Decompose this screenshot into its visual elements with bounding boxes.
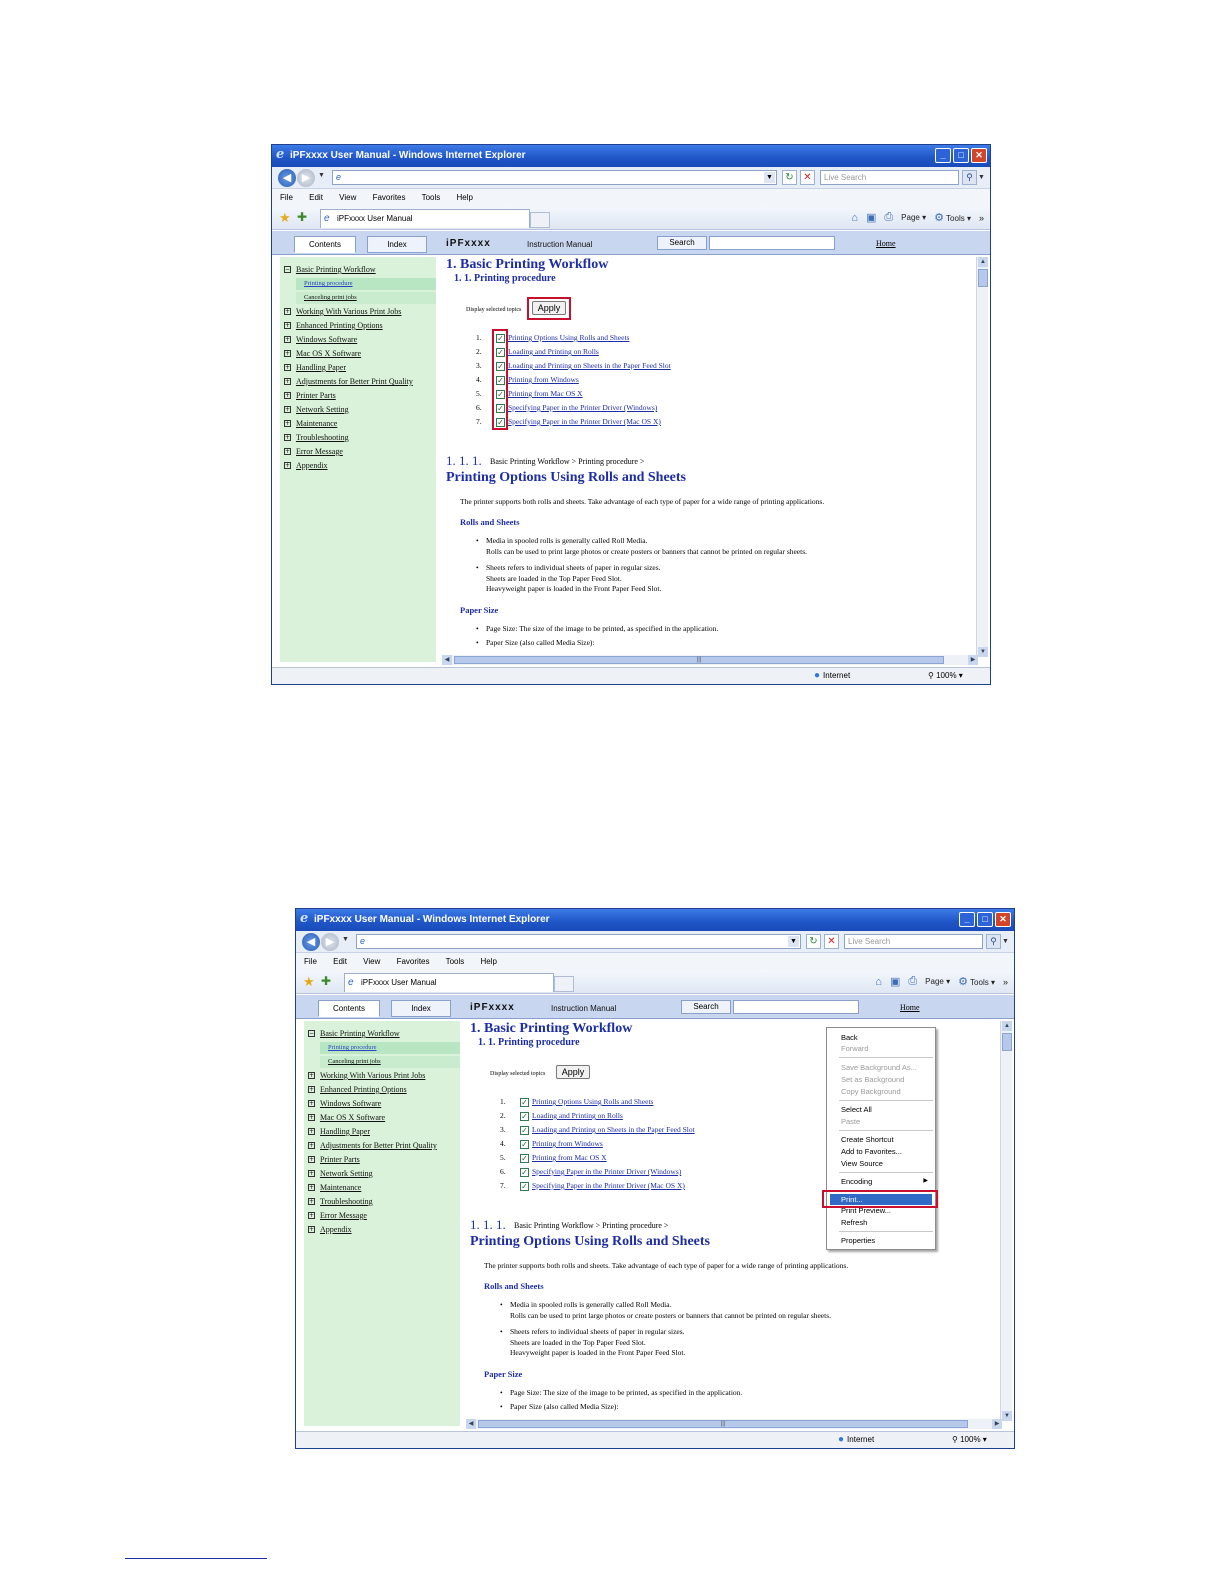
tab-page-icon: e bbox=[324, 213, 330, 224]
menu-favorites[interactable]: Favorites bbox=[396, 957, 430, 966]
collapse-icon: − bbox=[309, 1030, 315, 1037]
page-menu[interactable]: Page ▾ bbox=[901, 213, 927, 222]
back-button[interactable]: ◀ bbox=[278, 169, 296, 187]
chevron-more-icon[interactable]: » bbox=[1002, 976, 1008, 987]
sidebar bbox=[280, 257, 436, 662]
close-button[interactable]: ✕ bbox=[995, 912, 1011, 927]
status-bar bbox=[296, 1431, 1014, 1448]
address-bar bbox=[296, 931, 1014, 953]
topic-item-6: 6. ✓ Specifying Paper in the Printer Driver (Windows) bbox=[500, 1167, 682, 1177]
intro-paragraph: The printer supports both rolls and sheets. Take advantage of each type of paper for a wide range of printing applications. bbox=[460, 497, 825, 506]
sidebar-item-network[interactable]: + Network Setting bbox=[285, 405, 349, 414]
zoom-level[interactable]: ⚲ 100% ▾ bbox=[928, 671, 963, 680]
section-heading: 1. 1. Printing procedure bbox=[478, 1037, 580, 1048]
menu-file[interactable]: File bbox=[280, 193, 293, 202]
topic-item-1: 1. ✓ Printing Options Using Rolls and Sheets bbox=[476, 333, 630, 343]
sidebar-item-various-jobs[interactable]: + Working With Various Print Jobs bbox=[285, 307, 402, 316]
sidebar-item-windows-software[interactable]: + Windows Software bbox=[309, 1099, 382, 1108]
scroll-right-icon[interactable]: ▶ bbox=[992, 1419, 1002, 1429]
menu-item-view-source[interactable]: View Source bbox=[841, 1159, 883, 1168]
menu-item-set-background[interactable]: Set as Background bbox=[841, 1075, 905, 1084]
feeds-icon[interactable]: ▣ bbox=[889, 976, 901, 988]
context-menu bbox=[826, 1027, 936, 1250]
favorites-star-icon[interactable]: ★ bbox=[279, 210, 291, 225]
sidebar-item-handling-paper[interactable]: + Handling Paper bbox=[309, 1127, 370, 1136]
list-item: • Sheets refers to individual sheets of paper in regular sizes. Sheets are loaded in the Top Paper Feed Slot. Heavyweight paper is loaded in the Front Paper Feed Slot. bbox=[476, 563, 662, 593]
sidebar-item-error-message[interactable]: + Error Message bbox=[285, 447, 343, 456]
forward-button[interactable]: ▶ bbox=[321, 933, 339, 951]
favorites-bar bbox=[296, 970, 1014, 994]
home-link[interactable]: Home bbox=[900, 1003, 920, 1012]
chevron-more-icon[interactable]: » bbox=[978, 212, 984, 223]
paper-size-heading: Paper Size bbox=[484, 1369, 523, 1379]
expand-icon: + bbox=[309, 1226, 315, 1233]
refresh-button[interactable]: ↻ bbox=[806, 934, 821, 949]
stop-button[interactable]: ✕ bbox=[824, 934, 839, 949]
command-bar bbox=[875, 975, 1008, 988]
section-title: Printing Options Using Rolls and Sheets bbox=[446, 470, 686, 485]
sidebar-item-enhanced[interactable]: + Enhanced Printing Options bbox=[285, 321, 383, 330]
tab-index[interactable]: Index bbox=[391, 1000, 451, 1017]
scroll-up-icon[interactable]: ▲ bbox=[1002, 1021, 1012, 1031]
section-number: 1. 1. 1. bbox=[446, 453, 482, 468]
browser-tab[interactable] bbox=[344, 973, 554, 992]
scroll-left-icon[interactable]: ◀ bbox=[466, 1419, 476, 1429]
security-zone: ● Internet bbox=[814, 670, 851, 681]
topic-link[interactable]: Printing Options Using Rolls and Sheets bbox=[508, 333, 630, 342]
tools-menu-label: Tools bbox=[970, 978, 989, 987]
back-button[interactable]: ◀ bbox=[302, 933, 320, 951]
expand-icon: + bbox=[309, 1184, 315, 1191]
topic-link[interactable]: Printing Options Using Rolls and Sheets bbox=[532, 1097, 654, 1106]
footnote-rule bbox=[125, 1558, 267, 1559]
title-bar bbox=[272, 145, 990, 167]
topic-link[interactable]: Printing from Mac OS X bbox=[532, 1153, 607, 1162]
tab-index[interactable]: Index bbox=[367, 236, 427, 253]
scroll-thumb[interactable] bbox=[978, 269, 988, 287]
topic-checkbox[interactable]: ✓ bbox=[521, 1126, 528, 1135]
checkbox-highlight bbox=[492, 329, 508, 430]
search-options-icon[interactable]: ▼ bbox=[978, 174, 985, 181]
sidebar-item-troubleshooting[interactable]: + Troubleshooting bbox=[309, 1197, 373, 1206]
menu-divider bbox=[839, 1231, 933, 1232]
manual-search-input[interactable] bbox=[709, 236, 835, 250]
tab-contents[interactable]: Contents bbox=[318, 1000, 380, 1017]
menu-divider bbox=[839, 1100, 933, 1101]
expand-icon: + bbox=[309, 1128, 315, 1135]
manual-toolbar bbox=[272, 231, 990, 255]
expand-icon: + bbox=[285, 364, 291, 371]
expand-icon: + bbox=[285, 448, 291, 455]
menu-item-add-favorites[interactable]: Add to Favorites... bbox=[841, 1147, 902, 1156]
expand-icon: + bbox=[285, 378, 291, 385]
sidebar-subitem-canceling[interactable]: Canceling print jobs bbox=[320, 1056, 460, 1068]
gear-icon: ⚙ bbox=[934, 212, 944, 224]
menu-item-refresh[interactable]: Refresh bbox=[841, 1218, 868, 1227]
menu-item-paste[interactable]: Paste bbox=[841, 1117, 861, 1126]
topic-item-5: 5. ✓ Printing from Mac OS X bbox=[476, 389, 583, 399]
url-input[interactable] bbox=[356, 934, 801, 949]
sidebar-item-various-jobs[interactable]: + Working With Various Print Jobs bbox=[309, 1071, 426, 1080]
manual-search-input[interactable] bbox=[733, 1000, 859, 1014]
list-item: • Paper Size (also called Media Size): bbox=[476, 638, 595, 647]
list-item: • Sheets refers to individual sheets of paper in regular sizes. Sheets are loaded in the Top Paper Feed Slot. Heavyweight paper is loaded in the Front Paper Feed Slot. bbox=[500, 1327, 686, 1357]
intro-paragraph: The printer supports both rolls and sheets. Take advantage of each type of paper for a wide range of printing applications. bbox=[484, 1261, 849, 1270]
menu-item-print-preview[interactable]: Print Preview... bbox=[841, 1206, 892, 1215]
expand-icon: + bbox=[285, 420, 291, 427]
expand-icon: + bbox=[285, 392, 291, 399]
magnifier-icon: ⚲ bbox=[952, 1435, 961, 1444]
page-menu[interactable]: Page ▾ bbox=[925, 977, 951, 986]
topic-checkbox[interactable]: ✓ bbox=[497, 404, 504, 413]
manual-search-button[interactable]: Search bbox=[681, 1000, 731, 1014]
home-icon[interactable]: ⌂ bbox=[875, 975, 882, 988]
status-bar bbox=[272, 667, 990, 684]
paper-size-heading: Paper Size bbox=[460, 605, 499, 615]
apply-button[interactable]: Apply bbox=[532, 301, 566, 315]
topic-link[interactable]: Specifying Paper in the Printer Driver (Mac OS X) bbox=[532, 1181, 685, 1190]
menu-file[interactable]: File bbox=[304, 957, 317, 966]
tools-menu[interactable]: ⚙ Tools ▾ bbox=[934, 212, 971, 224]
minimize-button[interactable]: _ bbox=[959, 912, 975, 927]
maximize-button[interactable]: □ bbox=[977, 912, 993, 927]
scroll-right-icon[interactable]: ▶ bbox=[968, 655, 978, 665]
vertical-scrollbar[interactable] bbox=[1000, 1021, 1012, 1421]
list-item: • Paper Size (also called Media Size): bbox=[500, 1402, 619, 1411]
menu-item-properties[interactable]: Properties bbox=[841, 1236, 876, 1245]
topic-link[interactable]: Loading and Printing on Rolls bbox=[508, 347, 599, 356]
menu-edit[interactable]: Edit bbox=[309, 193, 323, 202]
menu-divider bbox=[839, 1057, 933, 1058]
submenu-arrow-icon: ▶ bbox=[923, 1178, 928, 1184]
search-icon[interactable]: ⚲ bbox=[986, 934, 1001, 949]
horizontal-scrollbar[interactable] bbox=[466, 1419, 1002, 1429]
topic-checkbox[interactable]: ✓ bbox=[521, 1182, 528, 1191]
security-zone: ● Internet bbox=[838, 1434, 875, 1445]
expand-icon: + bbox=[309, 1100, 315, 1107]
sidebar-subitem-printing-procedure[interactable]: Printing procedure bbox=[296, 278, 436, 290]
print-icon[interactable]: ⎙ bbox=[884, 211, 894, 223]
manual-search-button[interactable]: Search bbox=[657, 236, 707, 250]
scroll-thumb[interactable]: ||| bbox=[454, 656, 944, 664]
sidebar-item-mac-software[interactable]: + Mac OS X Software bbox=[309, 1113, 386, 1122]
breadcrumb: Basic Printing Workflow > Printing procedure > bbox=[490, 457, 645, 466]
collapse-icon: − bbox=[285, 266, 291, 273]
magnifier-icon: ⚲ bbox=[928, 671, 937, 680]
ie-logo-icon: e bbox=[300, 911, 309, 926]
section-number: 1. 1. 1. bbox=[470, 1217, 506, 1232]
sidebar-item-troubleshooting[interactable]: + Troubleshooting bbox=[285, 433, 349, 442]
home-link[interactable]: Home bbox=[876, 239, 896, 248]
menu-view[interactable]: View bbox=[363, 957, 381, 966]
list-item: • Page Size: The size of the image to be printed, as specified in the application. bbox=[476, 624, 719, 633]
tab-page-icon: e bbox=[348, 977, 354, 988]
sidebar-item-maintenance[interactable]: + Maintenance bbox=[285, 419, 338, 428]
window-title: iPFxxxx User Manual - Windows Internet Explorer bbox=[290, 150, 526, 161]
topic-checkbox[interactable]: ✓ bbox=[497, 418, 504, 427]
page-icon: e bbox=[336, 172, 342, 182]
expand-icon: + bbox=[309, 1212, 315, 1219]
content-pane bbox=[442, 257, 978, 657]
history-dropdown-icon[interactable]: ▼ bbox=[342, 936, 349, 943]
sidebar-subitem-canceling[interactable]: Canceling print jobs bbox=[296, 292, 436, 304]
page-title: 1. Basic Printing Workflow bbox=[446, 257, 609, 272]
section-heading: 1. 1. Printing procedure bbox=[454, 273, 556, 284]
feeds-icon[interactable]: ▣ bbox=[865, 212, 877, 224]
menu-item-create-shortcut[interactable]: Create Shortcut bbox=[841, 1135, 894, 1144]
title-bar bbox=[296, 909, 1014, 931]
topic-link[interactable]: Printing from Windows bbox=[532, 1139, 603, 1148]
url-input[interactable] bbox=[332, 170, 777, 185]
apply-button[interactable]: Apply bbox=[556, 1065, 590, 1079]
url-dropdown-icon[interactable]: ▼ bbox=[764, 172, 775, 183]
horizontal-scrollbar[interactable] bbox=[442, 655, 978, 665]
expand-icon: + bbox=[285, 406, 291, 413]
sidebar-item-basic-printing[interactable]: − Basic Printing Workflow bbox=[309, 1029, 400, 1038]
refresh-button[interactable]: ↻ bbox=[782, 170, 797, 185]
ie-window-2 bbox=[295, 908, 1015, 1449]
tab-title: iPFxxxx User Manual bbox=[337, 214, 413, 223]
search-input[interactable]: Live Search bbox=[820, 170, 959, 185]
page-title: 1. Basic Printing Workflow bbox=[470, 1021, 633, 1036]
topic-link[interactable]: Loading and Printing on Sheets in the Paper Feed Slot bbox=[532, 1125, 695, 1134]
list-item: • Media in spooled rolls is generally called Roll Media. Rolls can be used to print large photos or create posters or banners that cannot be printed on regular sheets. bbox=[500, 1300, 832, 1320]
topic-checkbox[interactable]: ✓ bbox=[521, 1098, 528, 1107]
home-icon[interactable]: ⌂ bbox=[851, 211, 858, 224]
expand-icon: + bbox=[285, 462, 291, 469]
rolls-heading: Rolls and Sheets bbox=[484, 1281, 544, 1291]
topic-link[interactable]: Loading and Printing on Sheets in the Paper Feed Slot bbox=[508, 361, 671, 370]
menu-tools[interactable]: Tools bbox=[421, 193, 441, 202]
page-menu-label: Page bbox=[925, 977, 944, 986]
globe-icon: ● bbox=[814, 670, 821, 681]
manual-label: Instruction Manual bbox=[527, 240, 593, 249]
sidebar-item-handling-paper[interactable]: + Handling Paper bbox=[285, 363, 346, 372]
topic-item-1: 1. ✓ Printing Options Using Rolls and Sheets bbox=[500, 1097, 654, 1107]
window-title: iPFxxxx User Manual - Windows Internet Explorer bbox=[314, 914, 550, 925]
expand-icon: + bbox=[309, 1142, 315, 1149]
history-dropdown-icon[interactable]: ▼ bbox=[318, 172, 325, 179]
topic-item-3: 3. ✓ Loading and Printing on Sheets in the Paper Feed Slot bbox=[476, 361, 671, 371]
menu-item-print[interactable]: Print... bbox=[830, 1194, 932, 1205]
zoom-level[interactable]: ⚲ 100% ▾ bbox=[952, 1435, 987, 1444]
display-topics-label: Display selected topics bbox=[490, 1071, 546, 1077]
search-options-icon[interactable]: ▼ bbox=[1002, 938, 1009, 945]
sidebar-item-adjustments[interactable]: + Adjustments for Better Print Quality bbox=[309, 1141, 437, 1150]
new-tab-button[interactable] bbox=[530, 212, 550, 228]
scroll-down-icon[interactable]: ▼ bbox=[978, 647, 988, 657]
topic-item-7: 7. ✓ Specifying Paper in the Printer Driver (Mac OS X) bbox=[476, 417, 661, 427]
tools-menu-label: Tools bbox=[946, 214, 965, 223]
topic-checkbox[interactable]: ✓ bbox=[497, 376, 504, 385]
globe-icon: ● bbox=[838, 1434, 845, 1445]
sidebar-item-basic-printing[interactable]: − Basic Printing Workflow bbox=[285, 265, 376, 274]
topic-checkbox[interactable]: ✓ bbox=[497, 362, 504, 371]
topic-checkbox[interactable]: ✓ bbox=[521, 1154, 528, 1163]
sidebar-item-printer-parts[interactable]: + Printer Parts bbox=[309, 1155, 360, 1164]
product-brand: iPFxxxx bbox=[470, 1002, 515, 1013]
sidebar-item-appendix[interactable]: + Appendix bbox=[285, 461, 328, 470]
menu-item-copy-background[interactable]: Copy Background bbox=[841, 1087, 901, 1096]
sidebar-subitem-printing-procedure[interactable]: Printing procedure bbox=[320, 1042, 460, 1054]
topic-checkbox[interactable]: ✓ bbox=[497, 348, 504, 357]
new-tab-button[interactable] bbox=[554, 976, 574, 992]
expand-icon: + bbox=[285, 308, 291, 315]
browser-tab[interactable] bbox=[320, 209, 530, 228]
apply-highlight bbox=[527, 297, 571, 320]
topic-item-4: 4. ✓ Printing from Windows bbox=[500, 1139, 603, 1149]
topic-checkbox[interactable]: ✓ bbox=[521, 1112, 528, 1121]
sidebar-item-network[interactable]: + Network Setting bbox=[309, 1169, 373, 1178]
list-item: • Media in spooled rolls is generally called Roll Media. Rolls can be used to print large photos or create posters or banners that cannot be printed on regular sheets. bbox=[476, 536, 808, 556]
scroll-left-icon[interactable]: ◀ bbox=[442, 655, 452, 665]
expand-icon: + bbox=[285, 434, 291, 441]
menu-divider bbox=[839, 1130, 933, 1131]
vertical-scrollbar[interactable] bbox=[976, 257, 988, 657]
close-button[interactable]: ✕ bbox=[971, 148, 987, 163]
add-favorites-icon[interactable]: ✚ bbox=[297, 210, 308, 224]
menu-favorites[interactable]: Favorites bbox=[372, 193, 406, 202]
ie-logo-icon: e bbox=[276, 147, 285, 162]
page-icon: e bbox=[360, 936, 366, 946]
topic-item-2: 2. ✓ Loading and Printing on Rolls bbox=[500, 1111, 623, 1121]
sidebar-item-appendix[interactable]: + Appendix bbox=[309, 1225, 352, 1234]
page-menu-label: Page bbox=[901, 213, 920, 222]
topic-link[interactable]: Specifying Paper in the Printer Driver (Windows) bbox=[508, 403, 658, 412]
topic-checkbox[interactable]: ✓ bbox=[497, 334, 504, 343]
forward-button[interactable]: ▶ bbox=[297, 169, 315, 187]
topic-item-2: 2. ✓ Loading and Printing on Rolls bbox=[476, 347, 599, 357]
manual-toolbar bbox=[296, 995, 1014, 1019]
expand-icon: + bbox=[309, 1156, 315, 1163]
section-title: Printing Options Using Rolls and Sheets bbox=[470, 1234, 710, 1249]
sidebar-item-windows-software[interactable]: + Windows Software bbox=[285, 335, 358, 344]
expand-icon: + bbox=[285, 322, 291, 329]
search-icon[interactable]: ⚲ bbox=[962, 170, 977, 185]
topic-item-4: 4. ✓ Printing from Windows bbox=[476, 375, 579, 385]
add-favorites-icon[interactable]: ✚ bbox=[321, 974, 332, 988]
breadcrumb: Basic Printing Workflow > Printing procedure > bbox=[514, 1221, 669, 1230]
search-input[interactable]: Live Search bbox=[844, 934, 983, 949]
menu-item-select-all[interactable]: Select All bbox=[841, 1105, 872, 1114]
expand-icon: + bbox=[309, 1072, 315, 1079]
menu-divider bbox=[839, 1172, 933, 1173]
sidebar-item-error-message[interactable]: + Error Message bbox=[309, 1211, 367, 1220]
menu-edit[interactable]: Edit bbox=[333, 957, 347, 966]
minimize-button[interactable]: _ bbox=[935, 148, 951, 163]
topic-link[interactable]: Specifying Paper in the Printer Driver (Mac OS X) bbox=[508, 417, 661, 426]
expand-icon: + bbox=[309, 1198, 315, 1205]
topic-item-6: 6. ✓ Specifying Paper in the Printer Driver (Windows) bbox=[476, 403, 658, 413]
topic-link[interactable]: Specifying Paper in the Printer Driver (Windows) bbox=[532, 1167, 682, 1176]
sidebar-item-maintenance[interactable]: + Maintenance bbox=[309, 1183, 362, 1192]
print-highlight bbox=[822, 1190, 938, 1208]
topic-item-5: 5. ✓ Printing from Mac OS X bbox=[500, 1153, 607, 1163]
stop-button[interactable]: ✕ bbox=[800, 170, 815, 185]
gear-icon: ⚙ bbox=[958, 976, 968, 988]
sidebar-item-printer-parts[interactable]: + Printer Parts bbox=[285, 391, 336, 400]
rolls-heading: Rolls and Sheets bbox=[460, 517, 520, 527]
menu-item-encoding[interactable]: Encoding ▶ bbox=[841, 1177, 928, 1186]
menu-help[interactable]: Help bbox=[480, 957, 497, 966]
topic-link[interactable]: Loading and Printing on Rolls bbox=[532, 1111, 623, 1120]
topic-link[interactable]: Printing from Mac OS X bbox=[508, 389, 583, 398]
menu-tools[interactable]: Tools bbox=[445, 957, 465, 966]
sidebar bbox=[304, 1021, 460, 1426]
expand-icon: + bbox=[309, 1170, 315, 1177]
expand-icon: + bbox=[309, 1114, 315, 1121]
menu-item-back[interactable]: Back bbox=[841, 1033, 858, 1042]
scroll-thumb[interactable]: ||| bbox=[478, 1420, 968, 1428]
product-brand: iPFxxxx bbox=[446, 238, 491, 249]
print-icon[interactable]: ⎙ bbox=[908, 975, 918, 987]
tools-menu[interactable]: ⚙ Tools ▾ bbox=[958, 976, 995, 988]
tab-title: iPFxxxx User Manual bbox=[361, 978, 437, 987]
expand-icon: + bbox=[285, 350, 291, 357]
topic-item-3: 3. ✓ Loading and Printing on Sheets in the Paper Feed Slot bbox=[500, 1125, 695, 1135]
expand-icon: + bbox=[285, 336, 291, 343]
favorites-bar bbox=[272, 206, 990, 230]
url-dropdown-icon[interactable]: ▼ bbox=[788, 936, 799, 947]
topic-checkbox[interactable]: ✓ bbox=[497, 390, 504, 399]
scroll-thumb[interactable] bbox=[1002, 1033, 1012, 1051]
topic-link[interactable]: Printing from Windows bbox=[508, 375, 579, 384]
ie-window-1 bbox=[271, 144, 991, 685]
scroll-down-icon[interactable]: ▼ bbox=[1002, 1411, 1012, 1421]
expand-icon: + bbox=[309, 1086, 315, 1093]
sidebar-item-adjustments[interactable]: + Adjustments for Better Print Quality bbox=[285, 377, 413, 386]
display-topics-label: Display selected topics bbox=[466, 307, 522, 313]
tab-contents[interactable]: Contents bbox=[294, 236, 356, 253]
list-item: • Page Size: The size of the image to be printed, as specified in the application. bbox=[500, 1388, 743, 1397]
menu-view[interactable]: View bbox=[339, 193, 357, 202]
command-bar bbox=[851, 211, 984, 224]
address-bar bbox=[272, 167, 990, 189]
menu-help[interactable]: Help bbox=[456, 193, 473, 202]
sidebar-item-enhanced[interactable]: + Enhanced Printing Options bbox=[309, 1085, 407, 1094]
menu-item-forward[interactable]: Forward bbox=[841, 1044, 869, 1053]
favorites-star-icon[interactable]: ★ bbox=[303, 974, 315, 989]
topic-checkbox[interactable]: ✓ bbox=[521, 1168, 528, 1177]
sidebar-item-mac-software[interactable]: + Mac OS X Software bbox=[285, 349, 362, 358]
scroll-up-icon[interactable]: ▲ bbox=[978, 257, 988, 267]
menu-bar bbox=[272, 189, 990, 206]
topic-item-7: 7. ✓ Specifying Paper in the Printer Driver (Mac OS X) bbox=[500, 1181, 685, 1191]
menu-item-save-background[interactable]: Save Background As... bbox=[841, 1063, 917, 1072]
manual-label: Instruction Manual bbox=[551, 1004, 617, 1013]
maximize-button[interactable]: □ bbox=[953, 148, 969, 163]
topic-checkbox[interactable]: ✓ bbox=[521, 1140, 528, 1149]
menu-bar bbox=[296, 953, 1014, 970]
